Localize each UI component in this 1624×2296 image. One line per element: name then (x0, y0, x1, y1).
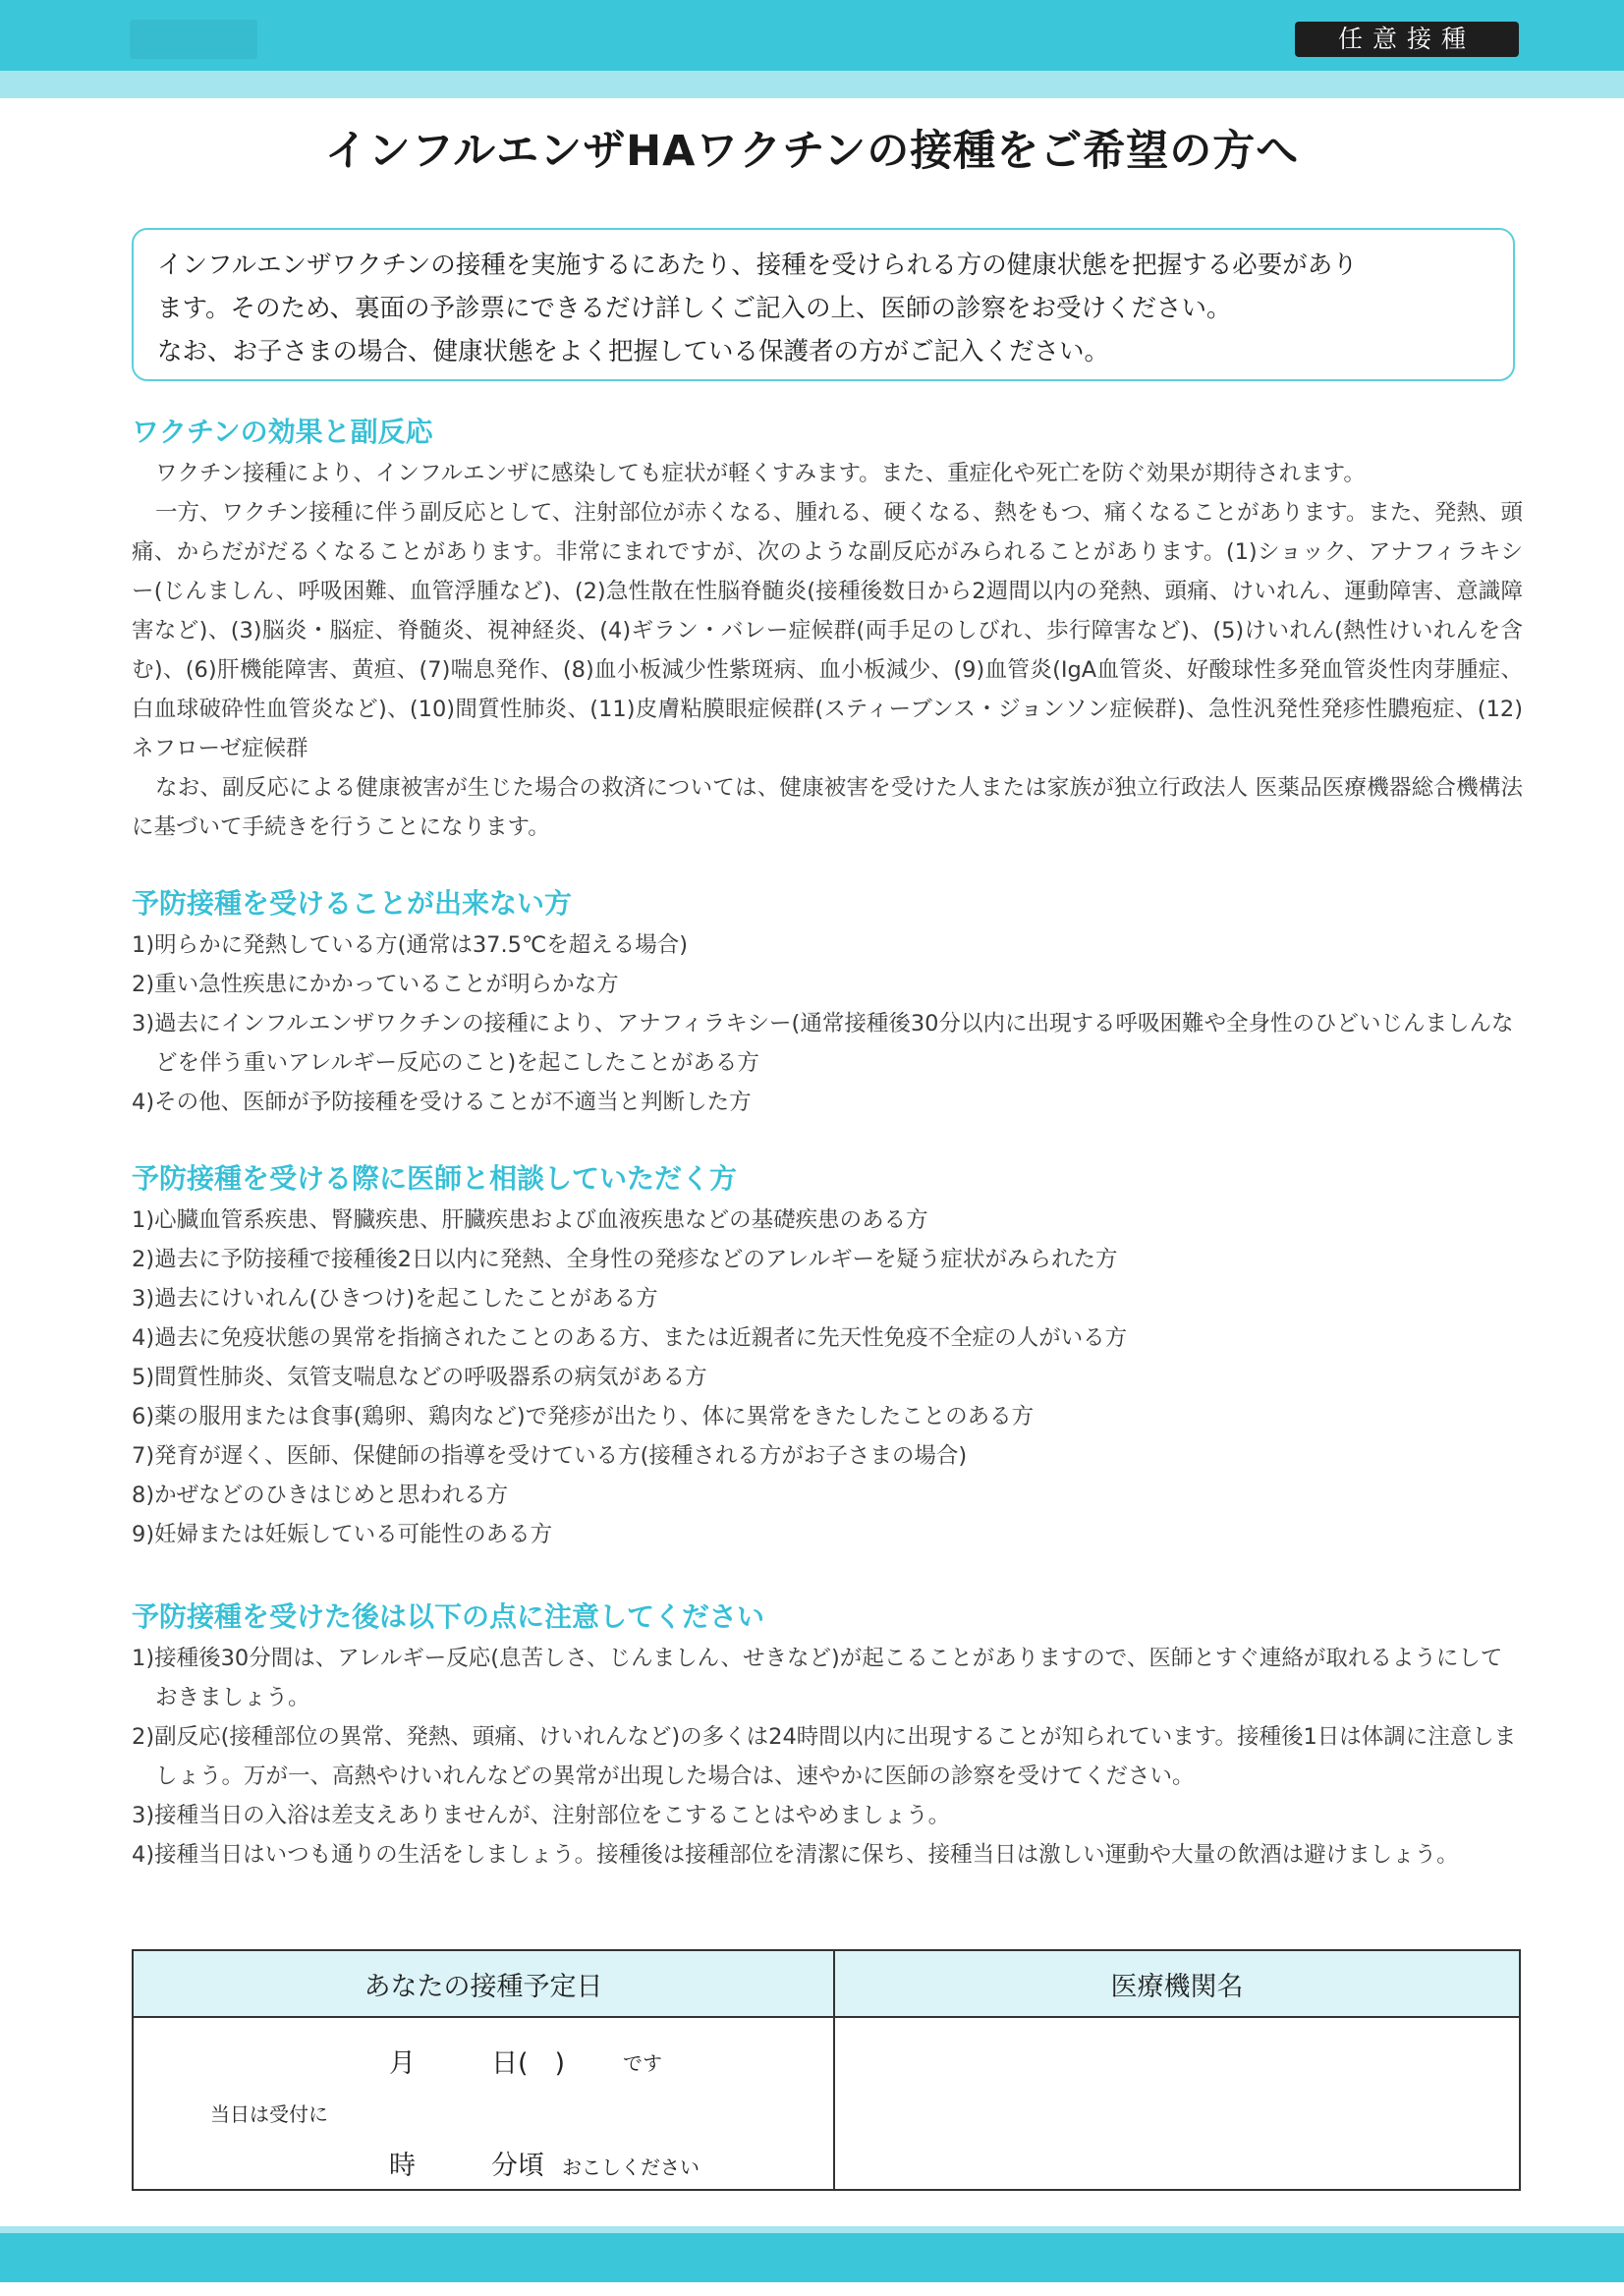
section-heading: 予防接種を受ける際に医師と相談していただく方 (132, 1162, 738, 1195)
section-consult-doctor (132, 1159, 1523, 1554)
section-after-vaccination (132, 1597, 1523, 1875)
clinic-name-cell[interactable] (834, 2017, 1520, 2190)
list-item: 2)重い急性疾患にかかっていることが明らかな方 (132, 972, 619, 997)
list-item: 1)接種後30分間は、アレルギー反応(息苦しさ、じんましん、せきなど)が起こることがありますので、医師とすぐ連絡が取れるようにしておきましょう。 (132, 1646, 1503, 1710)
effects-paragraph: なお、副反応による健康被害が生じた場合の救済については、健康被害を受けた人または家族が独立行政法人 医薬品医療機器総合機構法に基づいて手続きを行うことになります。 (132, 775, 1523, 840)
desu-label: です (623, 2051, 662, 2075)
effects-paragraph: 一方、ワクチン接種に伴う副反応として、注射部位が赤くなる、腫れる、硬くなる、熱をもつ、痛くなることがあります。また、発熱、頭痛、からだがだるくなることがあります。非常にまれですが、次のような副反応がみられることがあります。(1)ショック、アナフィラキシー(じんましん、呼吸困難、血管浮腫など)、(2)急性散在性脳脊髄炎(接種後数日から2週間以内の発熱、頭痛、けいれん、運動障害、意識障害など)、(3)脳炎・脳症、脊髄炎、視神経炎、(4)ギラン・バレー症候群(両手足のしびれ、歩行障害など)、(5)けいれん(熱性けいれんを含む)、(6)肝機能障害、黄疸、(7)喘息発作、(8)血小板減少性紫斑病、血小板減少、(9)血管炎(IgA血管炎、好酸球性多発血管炎性肉芽腫症、白血球破砕性血管炎など)、(10)間質性肺炎、(11)皮膚粘膜眼症候群(スティーブンス・ジョンソン症候群)、急性汎発性発疹性膿疱症、(12)ネフローゼ症候群 (132, 500, 1523, 761)
top-color-band-light (0, 71, 1624, 98)
month-label: 月 (389, 2048, 416, 2079)
notice-line: なお、お子さまの場合、健康状態をよく把握している保護者の方がご記入ください。 (157, 337, 1110, 366)
effects-paragraph: ワクチン接種により、インフルエンザに感染しても症状が軽くすみます。また、重症化や死亡を防ぐ効果が期待されます。 (155, 461, 1366, 486)
voluntary-vaccination-tag: 任意接種 (1295, 22, 1519, 57)
section-heading: 予防接種を受けることが出来ない方 (132, 887, 573, 920)
reception-label: 当日は受付に (210, 2102, 328, 2126)
list-item: 2)過去に予防接種で接種後2日以内に発熱、全身性の発疹などのアレルギーを疑う症状がみられた方 (132, 1247, 1118, 1272)
day-label: 日( ) (491, 2048, 566, 2079)
notice-line: インフルエンザワクチンの接種を実施するにあたり、接種を受けられる方の健康状態を把握する必要があり (157, 251, 1358, 280)
clinic-name-header: 医療機関名 (834, 1950, 1520, 2017)
schedule-table (132, 1949, 1521, 2191)
intro-notice-box (132, 228, 1515, 381)
section-effects (132, 413, 1523, 847)
come-label: おこしください (562, 2156, 700, 2179)
scheduled-date-cell[interactable] (133, 2017, 834, 2190)
scheduled-date-header: あなたの接種予定日 (133, 1950, 834, 2017)
minute-label: 分頃 (491, 2151, 544, 2181)
section-heading: ワクチンの効果と副反応 (132, 416, 433, 448)
list-item: 3)過去にけいれん(ひきつけ)を起こしたことがある方 (132, 1286, 658, 1312)
list-item: 4)過去に免疫状態の異常を指摘されたことのある方、または近親者に先天性免疫不全症の人がいる方 (132, 1325, 1128, 1351)
hour-label: 時 (389, 2151, 416, 2181)
list-item: 1)心臓血管系疾患、腎臓疾患、肝臓疾患および血液疾患などの基礎疾患のある方 (132, 1207, 928, 1233)
list-item: 3)接種当日の入浴は差支えありませんが、注射部位をこすることはやめましょう。 (132, 1803, 951, 1828)
section-cannot-vaccinate (132, 884, 1523, 1122)
section-heading: 予防接種を受けた後は以下の点に注意してください (132, 1600, 765, 1633)
list-item: 6)薬の服用または食事(鶏卵、鶏肉など)で発疹が出たり、体に異常をきたしたことのある方 (132, 1404, 1035, 1429)
notice-line: ます。そのため、裏面の予診票にできるだけ詳しくご記入の上、医師の診察をお受けください。 (157, 294, 1232, 323)
list-item: 2)副反応(接種部位の異常、発熱、頭痛、けいれんなど)の多くは24時間以内に出現することが知られています。接種後1日は体調に注意しましょう。万が一、高熱やけいれんなどの異常が出現した場合は、速やかに医師の診察を受けてください。 (132, 1724, 1517, 1789)
list-item: 7)発育が遅く、医師、保健師の指導を受けている方(接種される方がお子さまの場合) (132, 1443, 968, 1469)
bottom-color-band (0, 2233, 1624, 2282)
list-item: 4)接種当日はいつも通りの生活をしましょう。接種後は接種部位を清潔に保ち、接種当日は激しい運動や大量の飲酒は避けましょう。 (132, 1842, 1459, 1868)
list-item: 1)明らかに発熱している方(通常は37.5℃を超える場合) (132, 932, 689, 958)
faded-header-mark (130, 20, 257, 59)
list-item: 4)その他、医師が予防接種を受けることが不適当と判断した方 (132, 1090, 752, 1115)
list-item: 3)過去にインフルエンザワクチンの接種により、アナフィラキシー(通常接種後30分以内に出現する呼吸困難や全身性のひどいじんましんなどを伴う重いアレルギー反応のこと)を起こしたことがある方 (132, 1011, 1514, 1076)
list-item: 9)妊婦または妊娠している可能性のある方 (132, 1522, 553, 1547)
list-item: 8)かぜなどのひきはじめと思われる方 (132, 1483, 509, 1508)
page-title: インフルエンザHAワクチンの接種をご希望の方へ (324, 127, 1300, 176)
list-item: 5)間質性肺炎、気管支喘息などの呼吸器系の病気がある方 (132, 1365, 707, 1390)
